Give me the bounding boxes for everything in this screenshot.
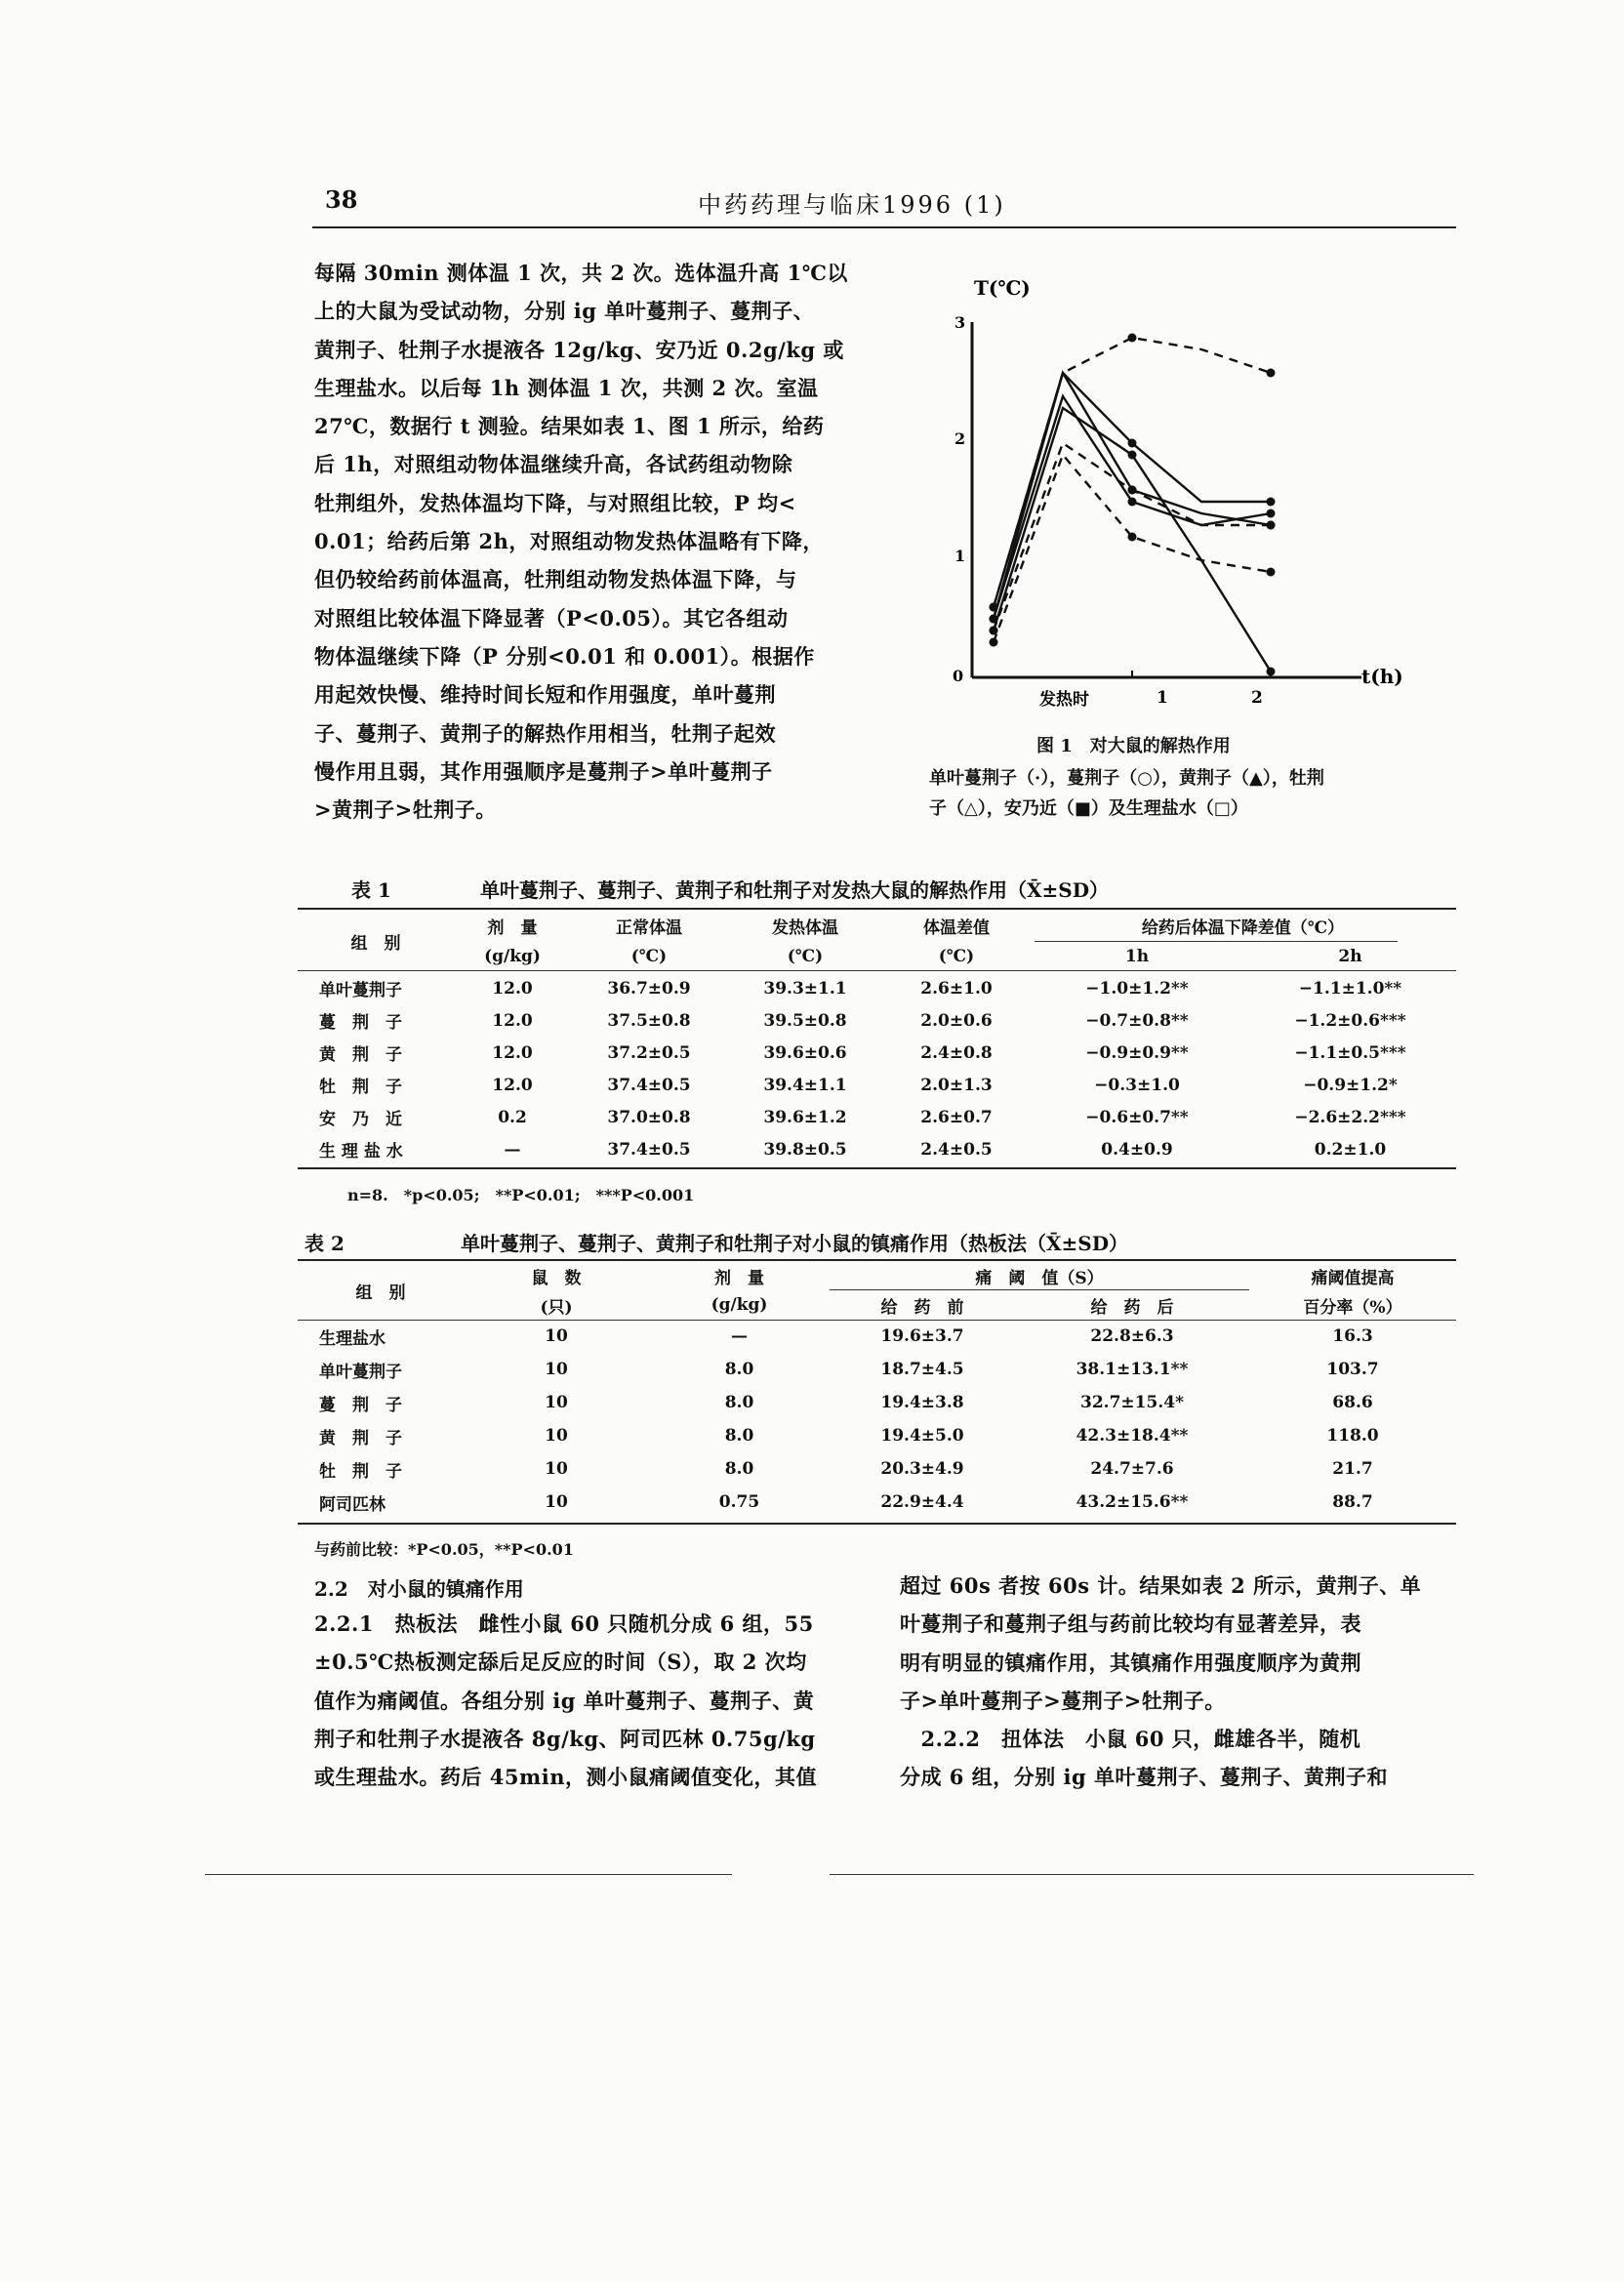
table1 <box>298 910 1456 1165</box>
table-cell: 10 <box>545 1459 568 1479</box>
text-line: 物体温继续下降（P 分别<0.01 和 0.001）。根据作 <box>314 643 815 669</box>
text-line: 但仍较给药前体温高，牡荆组动物发热体温下降，与 <box>314 567 797 592</box>
table-header-row <box>298 941 1456 972</box>
table-cell: 22.8±6.3 <box>1090 1326 1174 1346</box>
table-cell: 10 <box>545 1426 568 1446</box>
page-number: 38 <box>325 185 358 214</box>
legend-line: 子（△），安乃近（■）及生理盐水（□） <box>929 798 1248 819</box>
row-label-cell: 安 乃 近 <box>319 1110 402 1129</box>
table-row <box>298 1486 1456 1519</box>
table-cell: 43.2±15.6** <box>1076 1492 1189 1512</box>
data-point <box>990 627 998 635</box>
header-cell: (g/kg) <box>710 1295 768 1315</box>
table-row <box>298 1452 1456 1486</box>
data-point <box>1267 498 1276 507</box>
section-heading: 2.2 对小鼠的镇痛作用 <box>314 1577 524 1601</box>
y-tick-label: 0 <box>953 667 964 685</box>
text-line: 分成 6 组，分别 ig 单叶蔓荆子、蔓荆子、黄荆子和 <box>900 1765 1389 1790</box>
table-cell: 12.0 <box>492 1042 533 1063</box>
text-line: 或生理盐水。药后 45min，测小鼠痛阈值变化，其值 <box>314 1765 817 1790</box>
table-row <box>298 1133 1456 1165</box>
table-row <box>298 1419 1456 1452</box>
row-label-cell: 黄 荆 子 <box>319 1045 402 1065</box>
table-cell: −0.6±0.7** <box>1085 1107 1189 1127</box>
header-cell: 给药后体温下降差值（℃） <box>1141 917 1345 938</box>
figure-caption: 图 1 对大鼠的解热作用 <box>1036 736 1231 756</box>
figure-legend <box>929 763 1456 824</box>
table2-bottom-rule <box>298 1523 1456 1525</box>
data-point <box>990 638 998 647</box>
table-cell: 37.4±0.5 <box>607 1075 691 1095</box>
text-line: 对照组比较体温下降显著（P<0.05）。其它各组动 <box>314 605 789 631</box>
x-tick-label: 2 <box>1251 688 1263 708</box>
table-cell: 39.5±0.8 <box>763 1010 847 1031</box>
text-line: 荆子和牡荆子水提液各 8g/kg、阿司匹林 0.75g/kg <box>314 1726 816 1751</box>
table-cell: 0.2 <box>498 1107 527 1127</box>
header-cell: (℃) <box>938 947 975 966</box>
data-point <box>1128 334 1137 343</box>
data-point <box>1267 521 1276 530</box>
table-cell: −1.1±1.0** <box>1298 978 1402 998</box>
table2-title: 单叶蔓荆子、蔓荆子、黄荆子和牡荆子对小鼠的镇痛作用（热板法（X̄±SD） <box>461 1232 1129 1255</box>
table-cell: 37.0±0.8 <box>607 1107 691 1127</box>
header-cell: 百分率（%） <box>1303 1297 1402 1318</box>
table-row <box>298 1320 1456 1353</box>
table-cell: −0.9±0.9** <box>1085 1042 1189 1063</box>
text-line: 子>单叶蔓荆子>蔓荆子>牡荆子。 <box>900 1688 1226 1713</box>
text-line: 牡荆组外，发热体温均下降，与对照组比较，P 均< <box>314 490 796 515</box>
header-cell: 体温差值 <box>923 917 990 938</box>
data-point <box>1267 369 1276 378</box>
table-cell: 19.4±3.8 <box>880 1393 964 1412</box>
text-line: 每隔 30min 测体温 1 次，共 2 次。选体温升高 1℃以 <box>314 261 848 285</box>
table-row <box>298 1101 1456 1133</box>
table-cell: 39.6±1.2 <box>763 1107 847 1127</box>
table-cell: −1.2±0.6*** <box>1294 1010 1406 1031</box>
text-line: ±0.5℃热板测定舔后足反应的时间（S），取 2 次均 <box>314 1650 807 1675</box>
header-cell: 组 别 <box>350 933 401 954</box>
table-cell: 2.0±1.3 <box>920 1075 993 1095</box>
table-row <box>298 1069 1456 1101</box>
text-line: 慢作用且弱，其作用强顺序是蔓荆子>单叶蔓荆子 <box>314 758 773 784</box>
table2 <box>298 1261 1456 1519</box>
text-line: 上的大鼠为受试动物，分别 ig 单叶蔓荆子、蔓荆子、 <box>314 299 815 324</box>
table-cell: 8.0 <box>724 1393 754 1412</box>
header-cell: 给 药 后 <box>1090 1297 1174 1318</box>
table-cell: 2.4±0.5 <box>920 1139 993 1160</box>
table-cell: 16.3 <box>1332 1326 1373 1346</box>
y-tick-label: 1 <box>954 547 966 565</box>
table-header-row <box>298 910 1456 941</box>
header-cell: (g/kg) <box>484 947 541 966</box>
table-row <box>298 1037 1456 1069</box>
header-cell: 鼠 数 <box>531 1268 582 1288</box>
text-line: 值作为痛阈值。各组分别 ig 单叶蔓荆子、蔓荆子、黄 <box>314 1688 815 1713</box>
table-cell: 36.7±0.9 <box>607 978 691 998</box>
x-tick-label: 1 <box>1157 688 1168 708</box>
left-paragraph <box>314 254 861 829</box>
table-cell: −0.3±1.0 <box>1094 1075 1180 1095</box>
text-line: 2.2.1 热板法 雌性小鼠 60 只随机分成 6 组，55 <box>314 1611 814 1636</box>
table-cell: −0.9±1.2* <box>1303 1075 1398 1095</box>
table-cell: 37.4±0.5 <box>607 1139 691 1160</box>
table-cell: 8.0 <box>724 1360 754 1379</box>
row-label-cell: 黄 荆 子 <box>319 1428 402 1448</box>
table-cell: 37.2±0.5 <box>607 1042 691 1063</box>
text-line: 子、蔓荆子、黄荆子的解热作用相当，牡荆子起效 <box>314 720 776 746</box>
row-label-cell: 蔓 荆 子 <box>319 1395 402 1415</box>
table-cell: — <box>504 1139 521 1160</box>
table-cell: −1.1±0.5*** <box>1294 1042 1406 1063</box>
header-cell: 1h <box>1124 947 1150 966</box>
table-cell: 21.7 <box>1332 1459 1373 1479</box>
bottom-rule <box>205 1874 732 1875</box>
table-cell: 39.4±1.1 <box>763 1075 847 1095</box>
table-cell: 22.9±4.4 <box>880 1492 964 1512</box>
x-axis-label: t(h) <box>1361 665 1403 688</box>
row-label-cell: 生理盐水 <box>319 1328 386 1349</box>
table-cell: 32.7±15.4* <box>1080 1393 1184 1412</box>
table1-footnote: n=8. *p<0.05; **P<0.01; ***P<0.001 <box>347 1186 695 1204</box>
table2-body <box>298 1320 1456 1519</box>
table-cell: 39.3±1.1 <box>763 978 847 998</box>
table-cell: 103.7 <box>1326 1360 1379 1379</box>
table-cell: 12.0 <box>492 1010 533 1031</box>
figure-1-chart <box>917 264 1425 722</box>
text-line: 叶蔓荆子和蔓荆子组与药前比较均有显著差异，表 <box>900 1611 1361 1637</box>
table-cell: 2.6±0.7 <box>920 1107 993 1127</box>
x-tick-label: 发热时 <box>1039 690 1089 710</box>
table-header-row <box>298 1290 1456 1320</box>
table-cell: 10 <box>545 1492 568 1512</box>
y-axis-label: T(℃) <box>974 276 1031 300</box>
table-cell: 42.3±18.4** <box>1076 1426 1189 1446</box>
table-cell: 10 <box>545 1393 568 1412</box>
table-cell: 0.75 <box>718 1492 760 1512</box>
table-cell: 20.3±4.9 <box>880 1459 964 1479</box>
bottom-rule <box>830 1874 1474 1875</box>
table-cell: 2.6±1.0 <box>920 978 993 998</box>
text-line: 2.2.2 扭体法 小鼠 60 只，雌雄各半，随机 <box>900 1727 1361 1752</box>
text-line: 黄荆子、牡荆子水提液各 12g/kg、安乃近 0.2g/kg 或 <box>314 337 844 362</box>
section-left-column <box>314 1605 861 1796</box>
table-row <box>298 1386 1456 1419</box>
row-label-cell: 阿司匹林 <box>319 1494 386 1515</box>
table-row <box>298 1004 1456 1037</box>
data-point <box>1267 509 1276 518</box>
text-line: 0.01；给药后第 2h，对照组动物发热体温略有下降， <box>314 529 824 554</box>
header-cell: (℃) <box>787 947 824 966</box>
table-header-row <box>298 1261 1456 1290</box>
table-cell: 19.4±5.0 <box>880 1426 964 1446</box>
table-cell: 10 <box>545 1326 568 1346</box>
header-cell: 2h <box>1338 947 1362 966</box>
table-cell: 18.7±4.5 <box>880 1360 964 1379</box>
header-rule <box>312 226 1456 228</box>
row-label-cell: 单叶蔓荆子 <box>319 1362 402 1382</box>
header-cell: 痛 阈 值（S） <box>975 1268 1104 1288</box>
table1-title: 单叶蔓荆子、蔓荆子、黄荆子和牡荆子对发热大鼠的解热作用（X̄±SD） <box>480 878 1110 902</box>
table-cell: 8.0 <box>724 1459 754 1479</box>
table1-label: 表 1 <box>351 878 391 902</box>
text-line: 后 1h，对照组动物体温继续升高，各试药组动物除 <box>314 452 793 477</box>
table-cell: −2.6±2.2*** <box>1294 1107 1406 1127</box>
table-cell: −1.0±1.2** <box>1085 978 1189 998</box>
table-cell: 118.0 <box>1326 1426 1379 1446</box>
table-cell: 8.0 <box>724 1426 754 1446</box>
text-line: 27℃，数据行 t 测验。结果如表 1、图 1 所示，给药 <box>314 414 825 439</box>
table-cell: −0.7±0.8** <box>1085 1010 1189 1031</box>
row-label-cell: 蔓 荆 子 <box>319 1013 402 1033</box>
table-cell: 68.6 <box>1332 1393 1373 1412</box>
header-cell: 发热体温 <box>772 917 838 938</box>
table1-bottom-rule <box>298 1167 1456 1169</box>
table-cell: — <box>731 1326 748 1346</box>
table-cell: 12.0 <box>492 978 533 998</box>
table-cell: 39.8±0.5 <box>763 1139 847 1160</box>
chart-series-group <box>990 334 1276 678</box>
table-row <box>298 1353 1456 1386</box>
header-cell: 组 别 <box>355 1283 406 1303</box>
header-cell: 痛阈值提高 <box>1311 1268 1395 1288</box>
table-cell: 37.5±0.8 <box>607 1010 691 1031</box>
text-line: 用起效快慢、维持时间长短和作用强度，单叶蔓荆 <box>314 682 776 708</box>
table-cell: 2.0±0.6 <box>920 1010 993 1031</box>
data-point <box>1128 498 1137 507</box>
header-cell: 剂 量 <box>487 917 538 938</box>
data-point <box>1128 533 1137 542</box>
table-cell: 38.1±13.1** <box>1076 1360 1189 1379</box>
header-cell: 正常体温 <box>616 917 682 938</box>
y-tick-label: 3 <box>954 313 966 332</box>
header-cell: (只) <box>540 1297 573 1318</box>
text-line: 超过 60s 者按 60s 计。结果如表 2 所示，黄荆子、单 <box>900 1573 1422 1598</box>
text-line: >黄荆子>牡荆子。 <box>314 797 497 823</box>
series-line <box>994 396 1271 619</box>
table-cell: 2.4±0.8 <box>920 1042 993 1063</box>
table2-footnote: 与药前比较：*P<0.05，**P<0.01 <box>314 1540 574 1559</box>
data-point <box>1267 568 1276 577</box>
row-label-cell: 牡 荆 子 <box>319 1461 402 1482</box>
data-point <box>1128 439 1137 448</box>
table1-body <box>298 972 1456 1165</box>
data-point <box>1128 451 1137 460</box>
table-cell: 24.7±7.6 <box>1090 1459 1174 1479</box>
table-cell: 19.6±3.7 <box>880 1326 964 1346</box>
header-cell: (℃) <box>630 947 668 966</box>
section-right-column <box>900 1567 1456 1797</box>
table-cell: 12.0 <box>492 1075 533 1095</box>
table-cell: 88.7 <box>1332 1492 1373 1512</box>
table-cell: 0.2±1.0 <box>1314 1139 1387 1160</box>
legend-line: 单叶蔓荆子（·），蔓荆子（○），黄荆子（▲），牡荆 <box>929 768 1324 789</box>
table-row <box>298 972 1456 1004</box>
text-line: 生理盐水。以后每 1h 测体温 1 次，共测 2 次。室温 <box>314 375 819 400</box>
text-line: 明有明显的镇痛作用，其镇痛作用强度顺序为黄荆 <box>900 1650 1361 1675</box>
data-point <box>1128 486 1137 495</box>
table-cell: 39.6±0.6 <box>763 1042 847 1063</box>
row-label-cell: 牡 荆 子 <box>319 1078 402 1097</box>
header-cell: 给 药 前 <box>880 1297 964 1318</box>
row-label-cell: 生 理 盐 水 <box>319 1142 403 1161</box>
y-tick-label: 2 <box>954 429 966 448</box>
header-cell: 剂 量 <box>714 1268 764 1288</box>
table-cell: 0.4±0.9 <box>1101 1139 1173 1160</box>
table-cell: 10 <box>545 1360 568 1379</box>
row-label-cell: 单叶蔓荆子 <box>319 981 402 1000</box>
journal-header: 中药药理与临床1996 (1) <box>698 191 1006 219</box>
table2-label: 表 2 <box>304 1232 345 1255</box>
